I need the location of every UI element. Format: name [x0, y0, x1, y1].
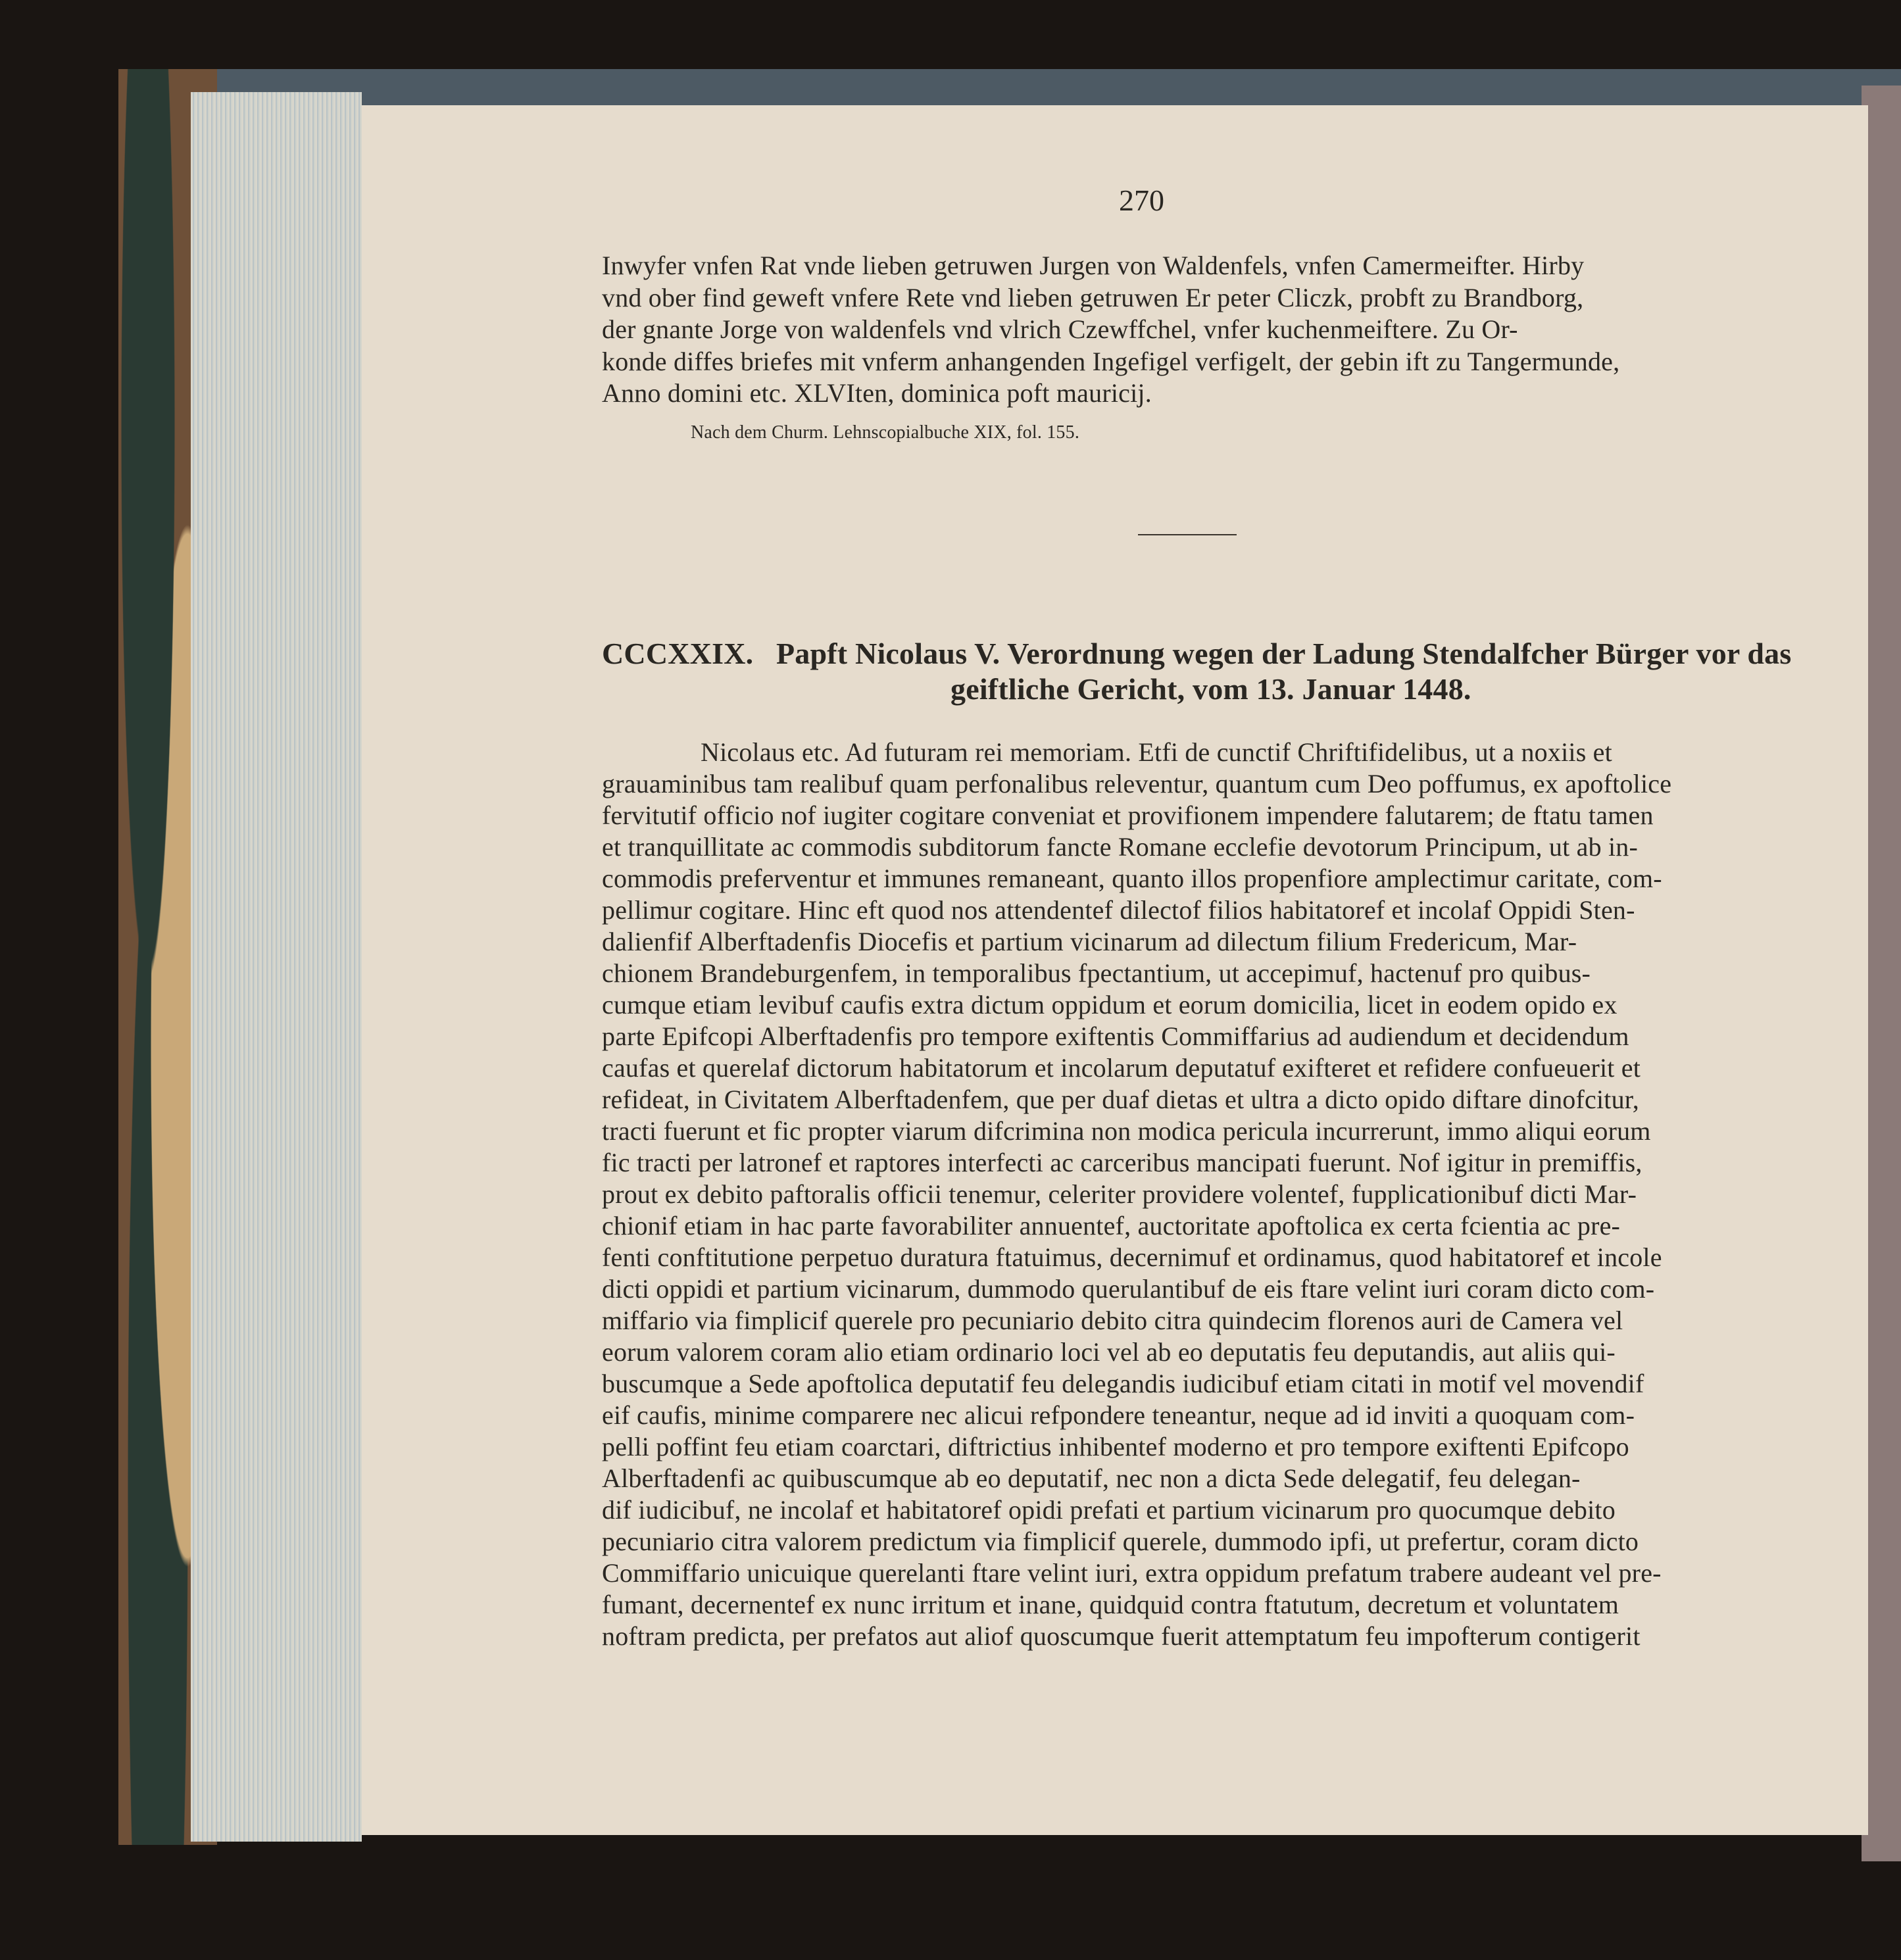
body-text-line: chionem Brandeburgenfem, in temporalibus fpectantium, ut accepimuf, hactenuf pro quibus- [602, 958, 1591, 988]
body-text-line: commodis preferventur et immunes remaneant, quanto illos propenfiore amplectimur caritate, com- [602, 864, 1662, 893]
body-text-line: et tranquillitate ac commodis subditorum fancte Romane ecclefie devotorum Principum, ut ab in- [602, 832, 1639, 862]
prev-text-line: vnd ober find geweft vnfere Rete vnd lieben getruwen Er peter Cliczk, probft zu Brandborg, [602, 283, 1584, 312]
prev-text-line: der gnante Jorge von waldenfels vnd vlrich Czewffchel, vnfer kuchenmeiftere. Zu Or- [602, 314, 1518, 344]
body-text-line: chionif etiam in hac parte favorabiliter annuentef, auctoritate apoftolica ex certa fcientia ac pre- [602, 1211, 1621, 1240]
body-text-line: Nicolaus etc. Ad futuram rei memoriam. Etfi de cunctif Chriftifidelibus, ut a noxiis et [701, 737, 1612, 767]
body-text-line: dalienfif Alberftadenfis Diocefis et partium vicinarum ad dilectum filium Fredericum, Mar- [602, 927, 1577, 956]
page-edges [191, 92, 362, 1842]
document-title: Papft Nicolaus V. Verordnung wegen der Ladung Stendalfcher Bürger vor das [776, 637, 1792, 670]
document-title-continued: geiftliche Gericht, vom 13. Januar 1448. [950, 672, 1471, 706]
source-citation: Nach dem Churm. Lehnscopialbuche XIX, fol. 155. [691, 422, 1080, 443]
body-text-line: fervitutif officio nof iugiter cogitare conveniat et provifionem impendere falutarem; de ftatu tamen [602, 800, 1654, 830]
body-text-line: prout ex debito paftoralis officii tenemur, celeriter providere volentef, fupplicationibuf dicti Mar- [602, 1179, 1637, 1209]
body-text-line: fic tracti per latronef et raptores interfecti ac carceribus mancipati fuerunt. Nof igitur in premiffis, [602, 1148, 1642, 1177]
prev-text-line: konde diffes briefes mit vnferm anhangenden Ingefigel verfigelt, der gebin ift zu Tangermunde, [602, 347, 1620, 376]
page-number: 270 [1119, 184, 1164, 217]
body-text-line: pecuniario citra valorem predictum via fimplicif querele, dummodo ipfi, ut prefertur, coram dicto [602, 1527, 1639, 1556]
body-text-line: refideat, in Civitatem Alberftadenfem, que per duaf dietas et ultra a dicto opido diftare dinofcitur, [602, 1085, 1639, 1114]
body-text-line: fumant, decernentef ex nunc irritum et inane, quidquid contra ftatutum, decretum et voluntatem [602, 1590, 1619, 1619]
book-page [362, 105, 1868, 1835]
body-text-line: tracti fuerunt et fic propter viarum difcrimina non modica pericula incurrerunt, immo aliqui eorum [602, 1116, 1651, 1146]
body-text-line: noftram predicta, per prefatos aut aliof quoscumque fuerit attemptatum feu impofterum contigerit [602, 1621, 1641, 1651]
prev-text-line: Anno domini etc. XLVIten, dominica poft mauricij. [602, 378, 1152, 408]
document-number: CCCXXIX. [602, 637, 754, 670]
prev-text-line: Inwyfer vnfen Rat vnde lieben getruwen Jurgen von Waldenfels, vnfen Camermeifter. Hirby [602, 251, 1585, 280]
body-text-line: parte Epifcopi Alberftadenfis pro tempore exiftentis Commiffarius ad audiendum et decidendum [602, 1021, 1629, 1051]
body-text-line: Commiffario unicuique querelanti ftare velint iuri, extra oppidum prefatum trabere audeant vel pre- [602, 1558, 1662, 1588]
body-text-line: eif caufis, minime comparere nec alicui refpondere teneantur, neque ad id inviti a quoquam com- [602, 1400, 1635, 1430]
section-divider [1138, 534, 1237, 535]
body-text-line: pellimur cogitare. Hinc eft quod nos attendentef dilectof filios habitatoref et incolaf Oppidi Sten- [602, 895, 1635, 925]
body-text-line: dif iudicibuf, ne incolaf et habitatoref opidi prefati et partium vicinarum pro quocumque debito [602, 1495, 1616, 1525]
body-text-line: fenti conftitutione perpetuo duratura ftatuimus, decernimuf et ordinamus, quod habitatoref et incole [602, 1242, 1662, 1272]
body-text-line: miffario via fimplicif querele pro pecuniario debito citra quindecim florenos auri de Camera vel [602, 1306, 1623, 1335]
body-text-line: buscumque a Sede apoftolica deputatif feu delegandis iudicibuf etiam citati in motif vel movendif [602, 1369, 1644, 1398]
body-text-line: grauaminibus tam realibuf quam perfonalibus releventur, quantum cum Deo poffumus, ex apoftolice [602, 769, 1672, 798]
binding-board-top [132, 69, 1901, 109]
body-text-line: pelli poffint feu etiam coarctari, diftrictius inhibentef moderno et pro tempore exiftenti Epifcopo [602, 1432, 1629, 1461]
body-text-line: Alberftadenfi ac quibuscumque ab eo deputatif, nec non a dicta Sede delegatif, feu delegan- [602, 1463, 1581, 1493]
body-text-line: caufas et querelaf dictorum habitatorum et incolarum deputatuf exifteret et refidere confueuerit et [602, 1053, 1641, 1083]
body-text-line: cumque etiam levibuf caufis extra dictum oppidum et eorum domicilia, licet in eodem opido ex [602, 990, 1617, 1019]
body-text-line: dicti oppidi et partium vicinarum, dummodo querulantibuf de eis ftare velint iuri coram dicto com- [602, 1274, 1655, 1304]
body-text-line: eorum valorem coram alio etiam ordinario loci vel ab eo deputatis feu deputandis, aut aliis qui- [602, 1337, 1616, 1367]
